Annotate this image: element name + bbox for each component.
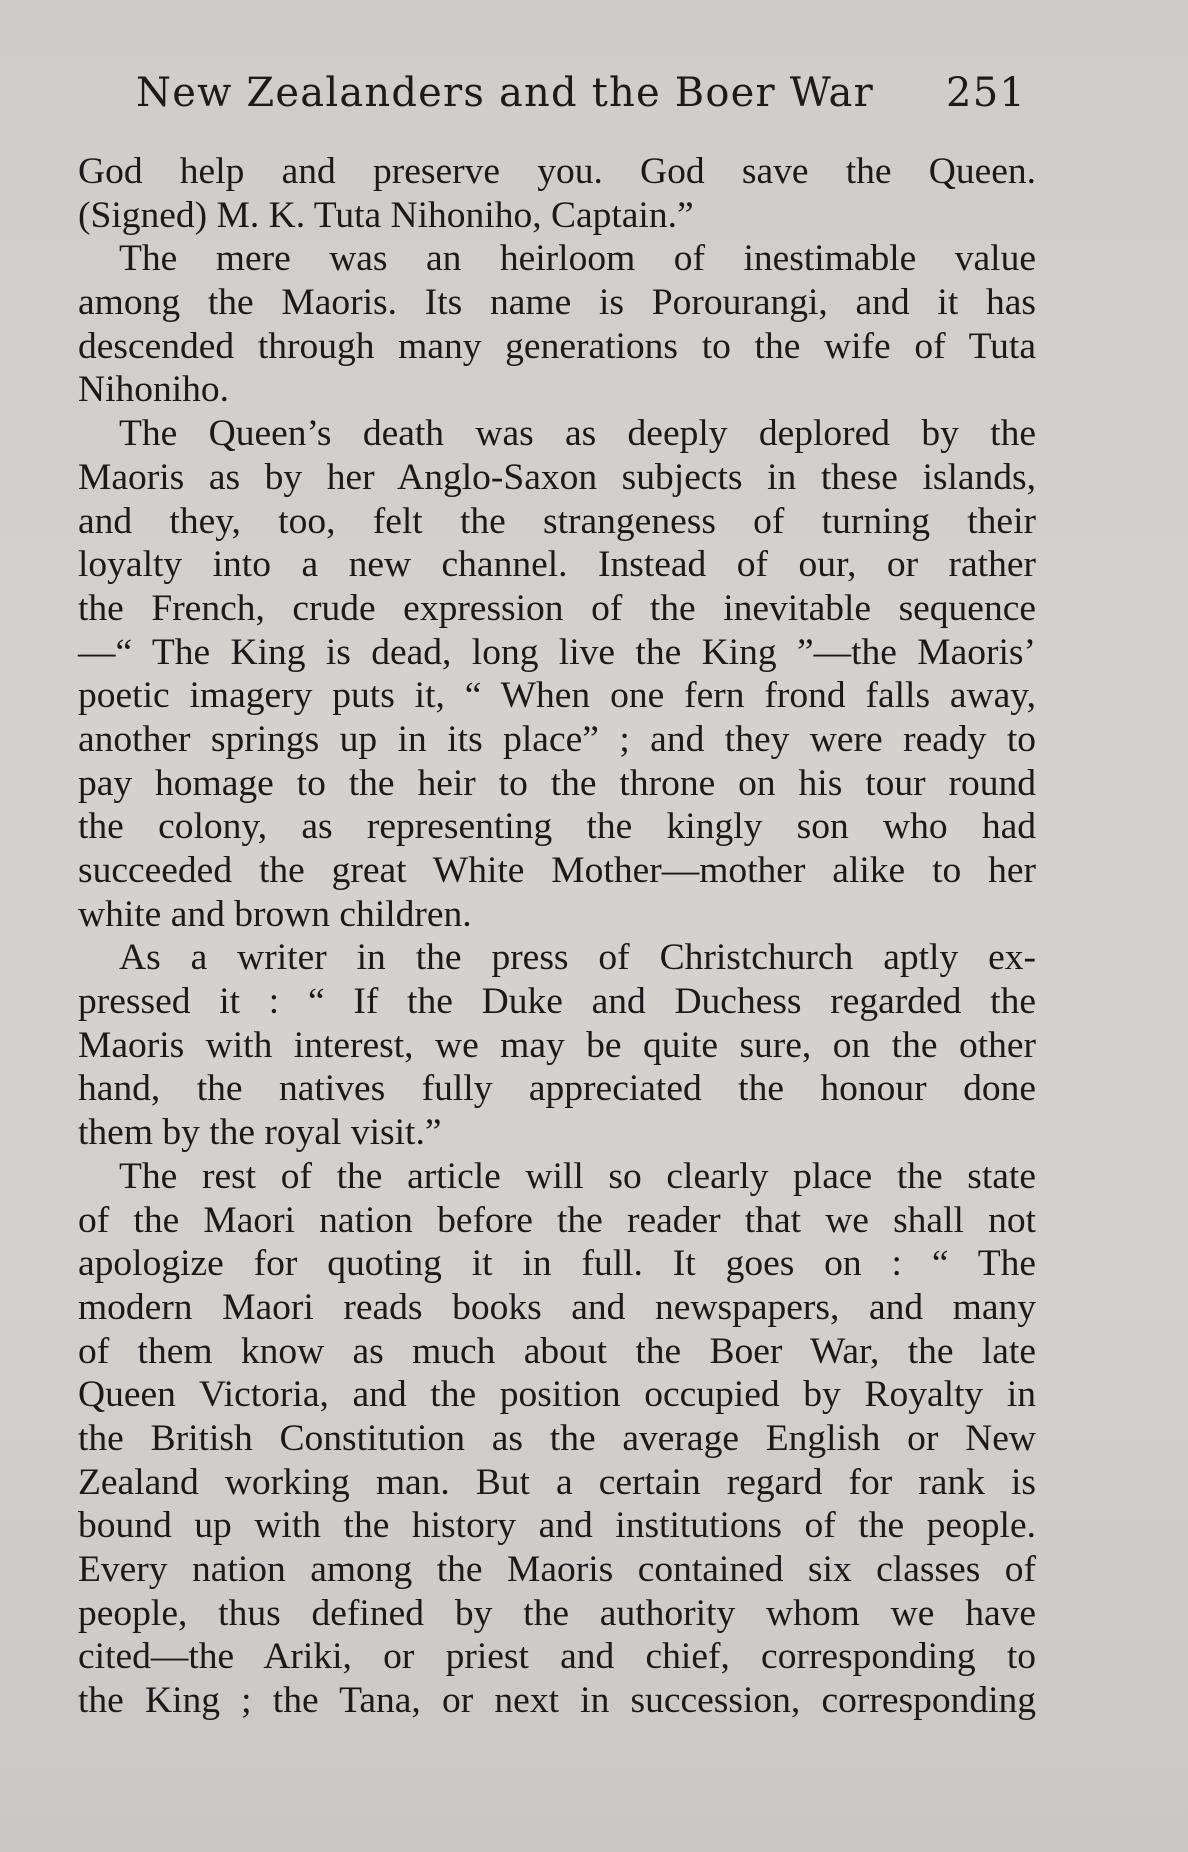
text-line: Maoris with interest, we may be quite sure, on the other (78, 1024, 1036, 1066)
text-line: people, thus defined by the authority whom we have (78, 1592, 1036, 1634)
page-header (136, 70, 1026, 130)
text-line: Nihoniho. (78, 369, 230, 411)
text-line: bound up with the history and institutions of the people. (78, 1505, 1036, 1547)
text-line: the British Constitution as the average English or New (78, 1417, 1036, 1459)
text-line: another springs up in its place” ; and they were ready to (78, 718, 1036, 760)
text-line: apologize for quoting it in full. It goes on : “ The (78, 1243, 1036, 1285)
text-line: loyalty into a new channel. Instead of our, or rather (78, 544, 1036, 586)
text-line: (Signed) M. K. Tuta Nihoniho, Captain.” (78, 194, 694, 236)
text-line: pay homage to the heir to the throne on his tour round (78, 762, 1036, 804)
text-line: the colony, as representing the kingly son who had (78, 806, 1036, 848)
text-line: The rest of the article will so clearly place the state (119, 1155, 1036, 1197)
text-line: The Queen’s death was as deeply deplored by the (119, 413, 1036, 455)
text-line: them by the royal visit.” (78, 1112, 442, 1154)
text-line: cited—the Ariki, or priest and chief, corresponding to (78, 1636, 1036, 1678)
text-line: pressed it : “ If the Duke and Duchess regarded the (78, 981, 1036, 1023)
text-line: the King ; the Tana, or next in succession, corresponding (78, 1680, 1036, 1722)
page-number: 251 (946, 70, 1026, 116)
text-line: God help and preserve you. God save the Queen. (78, 151, 1036, 192)
text-line: The mere was an heirloom of inestimable value (119, 238, 1036, 280)
text-line: Every nation among the Maoris contained six classes of (78, 1549, 1036, 1590)
text-line: white and brown children. (78, 893, 472, 935)
text-line: descended through many generations to the wife of Tuta (78, 325, 1036, 367)
text-line: hand, the natives fully appreciated the honour done (78, 1068, 1036, 1110)
text-line: As a writer in the press of Christchurch aptly ex- (119, 937, 1036, 979)
body-text (78, 150, 1036, 1723)
running-title: New Zealanders and the Boer War (136, 70, 874, 116)
text-line: of them know as much about the Boer War, the late (78, 1330, 1036, 1372)
text-line: Zealand working man. But a certain regard for rank is (78, 1461, 1036, 1503)
text-line: modern Maori reads books and newspapers, and many (78, 1286, 1036, 1328)
text-line: succeeded the great White Mother—mother alike to her (78, 850, 1036, 891)
text-line: among the Maoris. Its name is Porourangi, and it has (78, 282, 1036, 324)
text-line: —“ The King is dead, long live the King ”—the Maoris’ (78, 631, 1036, 673)
text-line: Queen Victoria, and the position occupied by Royalty in (78, 1374, 1036, 1416)
text-line: poetic imagery puts it, “ When one fern frond falls away, (78, 675, 1036, 717)
text-line: of the Maori nation before the reader that we shall not (78, 1199, 1036, 1241)
text-line: Maoris as by her Anglo-Saxon subjects in these islands, (78, 456, 1036, 498)
text-line: and they, too, felt the strangeness of turning their (78, 500, 1036, 542)
text-line: the French, crude expression of the inevitable sequence (78, 587, 1036, 629)
